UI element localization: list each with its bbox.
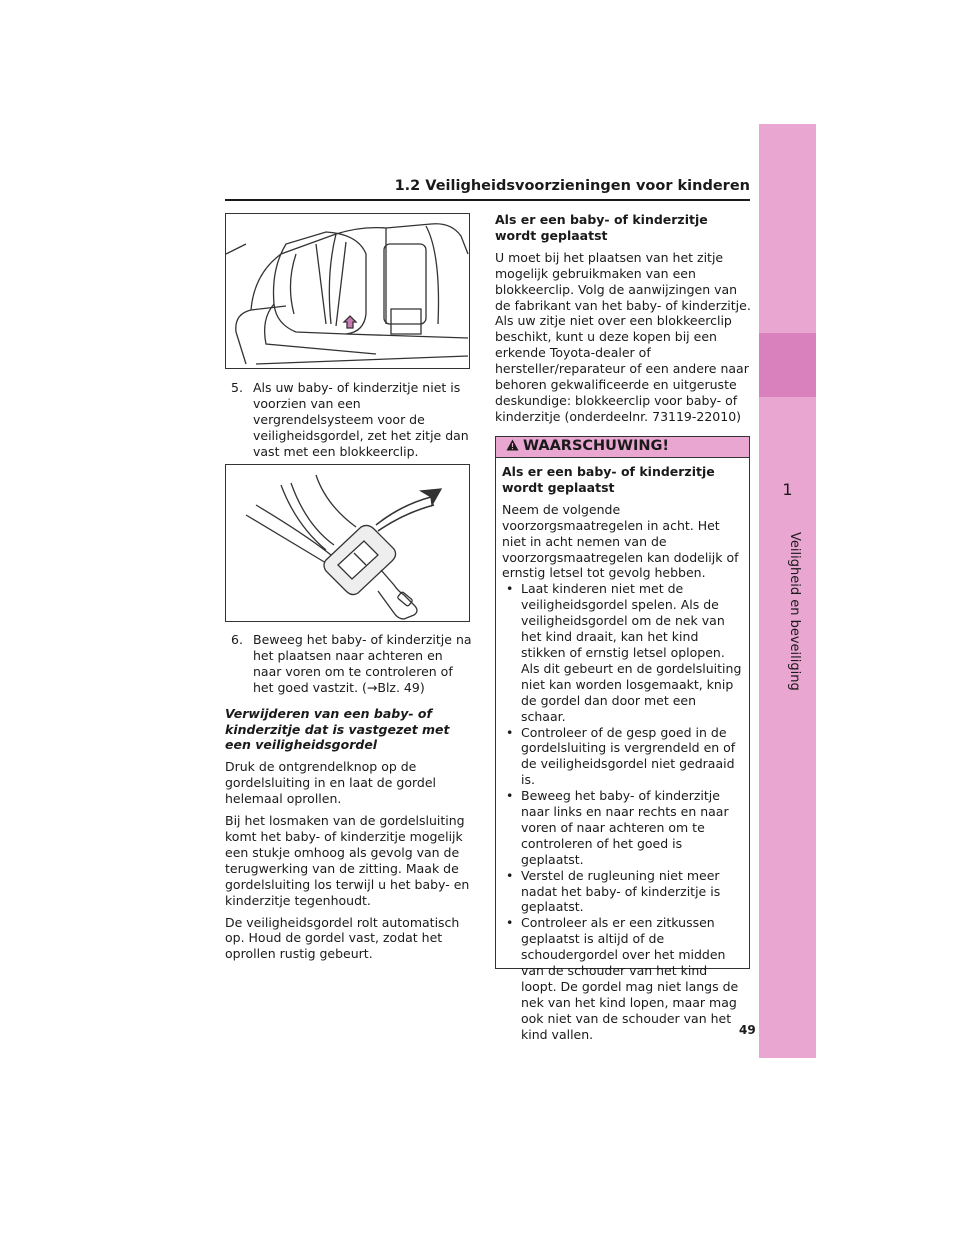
step-5 [231,380,475,460]
warning-item: • Controleer als er een zitkussen geplaatst is altijd of de schoudergordel over het midden van de schouder van het kind loopt. De gordel mag niet langs de nek van het kind lopen, maar mag ook niet van de schouder van het kind vallen. [502,915,743,1042]
chapter-sidebar [759,124,816,1058]
step-6-number: 6. [231,632,243,647]
section-title: 1.2 Veiligheidsvoorzieningen voor kinderen [394,178,750,194]
locking-clip-heading: Als er een baby- of kinderzitje wordt geplaatst [495,212,708,243]
child-seat-illustration [225,213,470,369]
page-number: 49 [739,1023,756,1037]
warning-item: • Laat kinderen niet met de veiligheidsgordel spelen. Als de veiligheidsgordel om de nek van het kind draait, kan het kind stikken of ernstig letsel oplopen. Als dit gebeurt en de gordelsluiting niet kan worden losgemaakt, knip de gordel dan door met een schaar. [502,581,743,724]
chapter-tab-highlight [759,333,816,397]
locking-clip-paragraph: U moet bij het plaatsen van het zitje mogelijk gebruikmaken van een blokkeerclip. Volg de aanwijzingen van de fabrikant van het baby- of kinderzitje. Als uw zitje niet over een blokkeerclip beschikt, kunt u deze kopen bij een erkende Toyota-dealer of hersteller/reparateur of een andere naar behoren gekwalificeerde en uitgeruste deskundige: blokkeerclip voor baby- of kinderzitje (onderdeelnr. 73119-22010) [495,249,751,424]
step-5-number: 5. [231,380,243,395]
locking-clip-illustration [225,464,470,622]
warning-title: WAARSCHUWING! [523,438,669,455]
warning-triangle-icon [506,439,519,456]
step-5-text: Als uw baby- of kinderzitje niet is voorzien van een vergrendelsysteem voor de veiligheidsgordel, zet het zitje dan vast met een blokkeerclip. [253,380,469,459]
warning-item: • Beweeg het baby- of kinderzitje naar links en naar rechts en naar voren of naar achteren om te controleren of het goed is geplaatst. [502,788,743,868]
paragraph-release-note: Bij het losmaken van de gordelsluiting komt het baby- of kinderzitje mogelijk een stukje omhoog als gevolg van de terugwerking van de zitting. Maak de gordelsluiting los terwijl u het baby- en kinderzitje tegenhoudt. [225,813,470,908]
warning-intro: Neem de volgende voorzorgsmaatregelen in acht. Het niet in acht nemen van de voorzorgsmaatregelen kan dodelijk of ernstig letsel tot gevolg hebben. [502,501,739,581]
paragraph-retract: De veiligheidsgordel rolt automatisch op. Houd de gordel vast, zodat het oprollen rustig gebeurt. [225,914,460,962]
remove-seat-heading: Verwijderen van een baby- of kinderzitje dat is vastgezet met een veiligheidsgordel [225,705,450,753]
warning-title-bar [496,437,749,458]
warning-list [502,581,743,1042]
step-6 [231,632,475,696]
warning-item: • Controleer of de gesp goed in de gordelsluiting is vergrendeld en of de veiligheidsgordel niet gedraaid is. [502,725,743,789]
warning-item: • Verstel de rugleuning niet meer nadat het baby- of kinderzitje is geplaatst. [502,868,743,916]
chapter-number: 1 [782,480,793,499]
header-rule [225,199,750,201]
paragraph-release: Druk de ontgrendelknop op de gordelsluiting in en laat de gordel helemaal oprollen. [225,759,437,807]
warning-heading: Als er een baby- of kinderzitje wordt geplaatst [502,464,715,495]
step-6-text: Beweeg het baby- of kinderzitje na het plaatsen naar achteren en naar voren om te controleren of het goed vastzit. (→Blz. 49) [253,632,472,695]
chapter-title: Veiligheid en beveiliging [787,532,802,691]
